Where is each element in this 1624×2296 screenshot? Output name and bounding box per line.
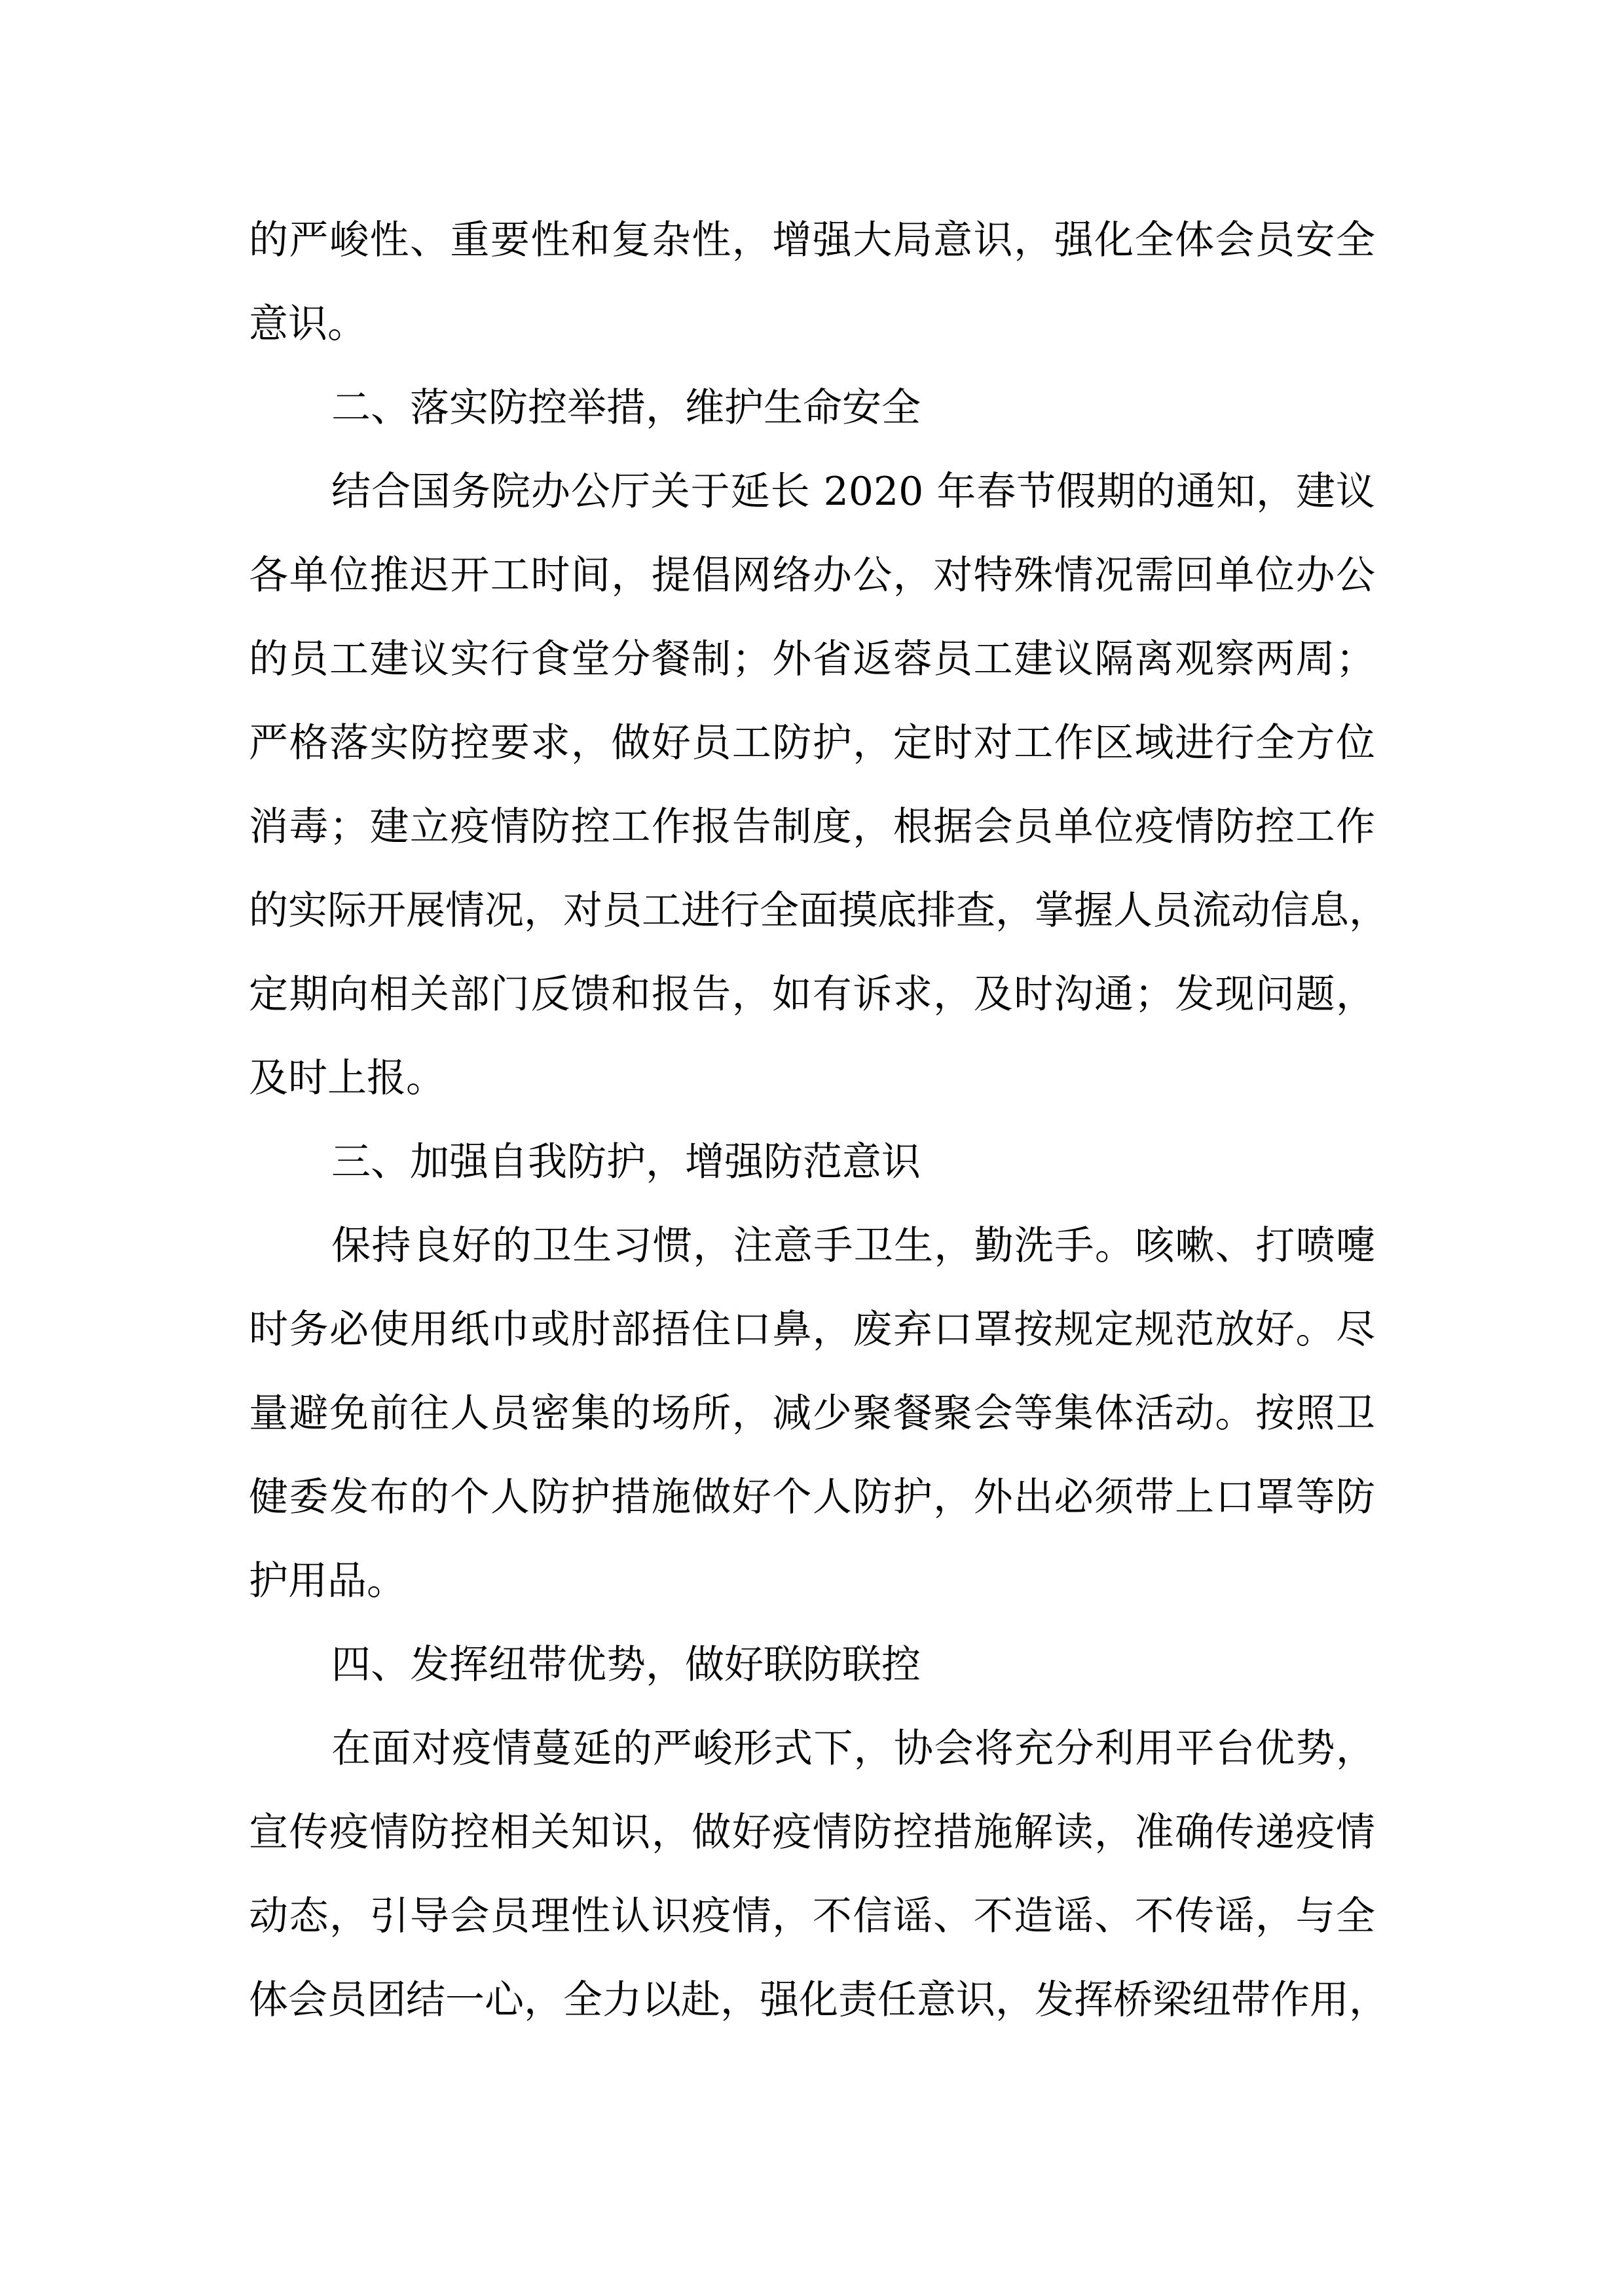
section-heading: 二、落实防控举措，维护生命安全 [331,385,921,431]
section-heading: 四、发挥纽带优势，做好联防联控 [331,1642,921,1688]
body-text-line: 在面对疫情蔓延的严峻形式下，协会将充分利用平台优势， [331,1726,1375,1772]
body-text-line: 意识。 [249,301,367,347]
body-text-line: 量避免前往人员密集的场所，减少聚餐聚会等集体活动。按照卫 [249,1391,1375,1436]
body-text-line: 保持良好的卫生习惯，注意手卫生，勤洗手。咳嗽、打喷嚏 [331,1223,1375,1269]
body-text-line: 健委发布的个人防护措施做好个人防护，外出必须带上口罩等防 [249,1474,1375,1520]
body-text-line: 严格落实防控要求，做好员工防护，定时对工作区域进行全方位 [249,720,1375,766]
body-text-line: 宣传疫情防控相关知识，做好疫情防控措施解读，准确传递疫情 [249,1810,1375,1855]
section-heading: 三、加强自我防护，增强防范意识 [331,1139,921,1185]
body-text-line: 护用品。 [249,1558,406,1604]
body-text-line: 结合国务院办公厅关于延长 2020 年春节假期的通知，建议 [331,469,1375,515]
body-text-line: 的实际开展情况，对员工进行全面摸底排查，掌握人员流动信息， [249,888,1388,934]
body-text-line: 时务必使用纸巾或肘部捂住口鼻，废弃口罩按规定规范放好。尽 [249,1307,1375,1353]
body-text-line: 动态，引导会员理性认识疫情，不信谣、不造谣、不传谣，与全 [249,1893,1375,1939]
body-text-line: 体会员团结一心，全力以赴，强化责任意识，发挥桥梁纽带作用， [249,1977,1388,2023]
body-text-line: 消毒；建立疫情防控工作报告制度，根据会员单位疫情防控工作 [249,804,1375,850]
body-text-line: 的严峻性、重要性和复杂性，增强大局意识，强化全体会员安全 [249,217,1375,263]
body-text-line: 定期向相关部门反馈和报告，如有诉求，及时沟通；发现问题， [249,972,1375,1017]
body-text-line: 各单位推迟开工时间，提倡网络办公，对特殊情况需回单位办公 [249,553,1375,598]
body-text-line: 的员工建议实行食堂分餐制；外省返蓉员工建议隔离观察两周； [249,636,1375,682]
body-text-line: 及时上报。 [249,1055,445,1101]
